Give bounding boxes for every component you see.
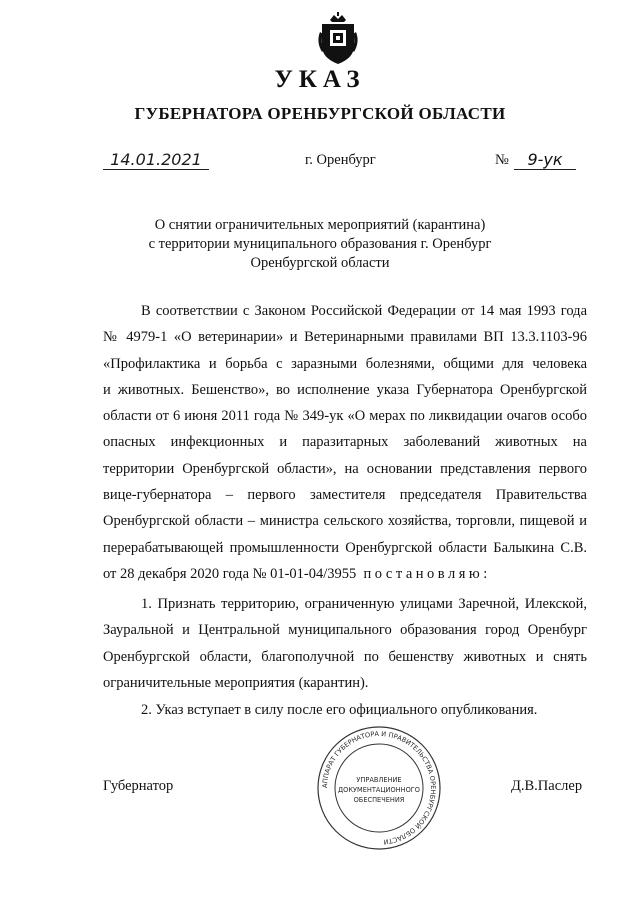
decree-item-2 — [103, 697, 587, 723]
decree-item-1 — [103, 591, 587, 696]
signatory-name: Д.В.Паслер — [511, 778, 583, 794]
preamble-line: № 4979-1 «О ветеринарии» и Ветеринарными правилами ВП 13.3.1103-96 — [103, 329, 587, 346]
document-type: УКАЗ — [274, 66, 366, 93]
document-city: г. Оренбург — [305, 152, 376, 168]
preamble-line: Оренбургской области – министра сельского хозяйства, торговли, пищевой и — [103, 513, 587, 530]
signatory-position: Губернатор — [103, 778, 174, 794]
document-date: 14.01.2021 — [103, 150, 209, 170]
stamp-ring-text: АППАРАТ ГУБЕРНАТОРА И ПРАВИТЕЛЬСТВА ОРЕНБУРГСКОЙ ОБЛАСТИ — [320, 729, 438, 846]
preamble-line: В соответствии с Законом Российской Федерации от 14 мая 1993 года — [141, 303, 587, 319]
subject-line: О снятии ограничительных мероприятий (карантина) — [154, 217, 486, 233]
item-line: 2. Указ вступает в силу после его официального опубликования. — [141, 702, 538, 718]
stamp-center-line: УПРАВЛЕНИЕ — [356, 776, 402, 784]
number-sign: № — [495, 152, 509, 168]
official-stamp — [316, 722, 442, 854]
decree-keyword: постановляю: — [363, 565, 491, 582]
item-line: Зауральной и Центральной муниципального образования город Оренбург — [103, 622, 587, 639]
subject-line: Оренбургской области — [250, 255, 390, 271]
preamble-line: и животных. Бешенство», во исполнение указа Губернатора Оренбургской — [103, 381, 587, 398]
document-issuer: ГУБЕРНАТОРА ОРЕНБУРГСКОЙ ОБЛАСТИ — [134, 104, 506, 123]
stamp-center-line: ДОКУМЕНТАЦИОННОГО — [338, 786, 420, 794]
item-line: Оренбургской области, благополучной по бешенству животных и снять — [103, 648, 587, 665]
coat-of-arms-icon — [316, 12, 360, 66]
document-number: 9-ук — [514, 150, 576, 170]
preamble-line: области от 6 июня 2011 года № 349-ук «О мерах по ликвидации очагов особо — [103, 408, 587, 425]
document-subject — [0, 216, 640, 273]
subject-line: с территории муниципального образования г. Оренбург — [148, 236, 492, 252]
preamble-line: опасных инфекционных и паразитарных заболеваний животных на — [103, 434, 587, 451]
preamble — [103, 298, 587, 587]
item-line: 1. Признать территорию, ограниченную улицами Заречной, Илекской, — [141, 596, 587, 612]
preamble-line: «Профилактика и борьба с заразными болезнями, общими для человека — [103, 355, 587, 372]
preamble-line: территории Оренбургской области», на основании представления первого — [103, 460, 587, 477]
stamp-center-line: ОБЕСПЕЧЕНИЯ — [353, 796, 405, 804]
preamble-line: перерабатывающей промышленности Оренбургской области Балыкина С.В. — [103, 539, 587, 556]
item-line: ограничительные мероприятия (карантин). — [103, 674, 369, 691]
preamble-line: вице-губернатора – первого заместителя председателя Правительства — [103, 487, 587, 504]
preamble-last-line — [103, 561, 587, 587]
preamble-basis: от 28 декабря 2020 года № 01-01-04/3955 — [103, 565, 357, 582]
